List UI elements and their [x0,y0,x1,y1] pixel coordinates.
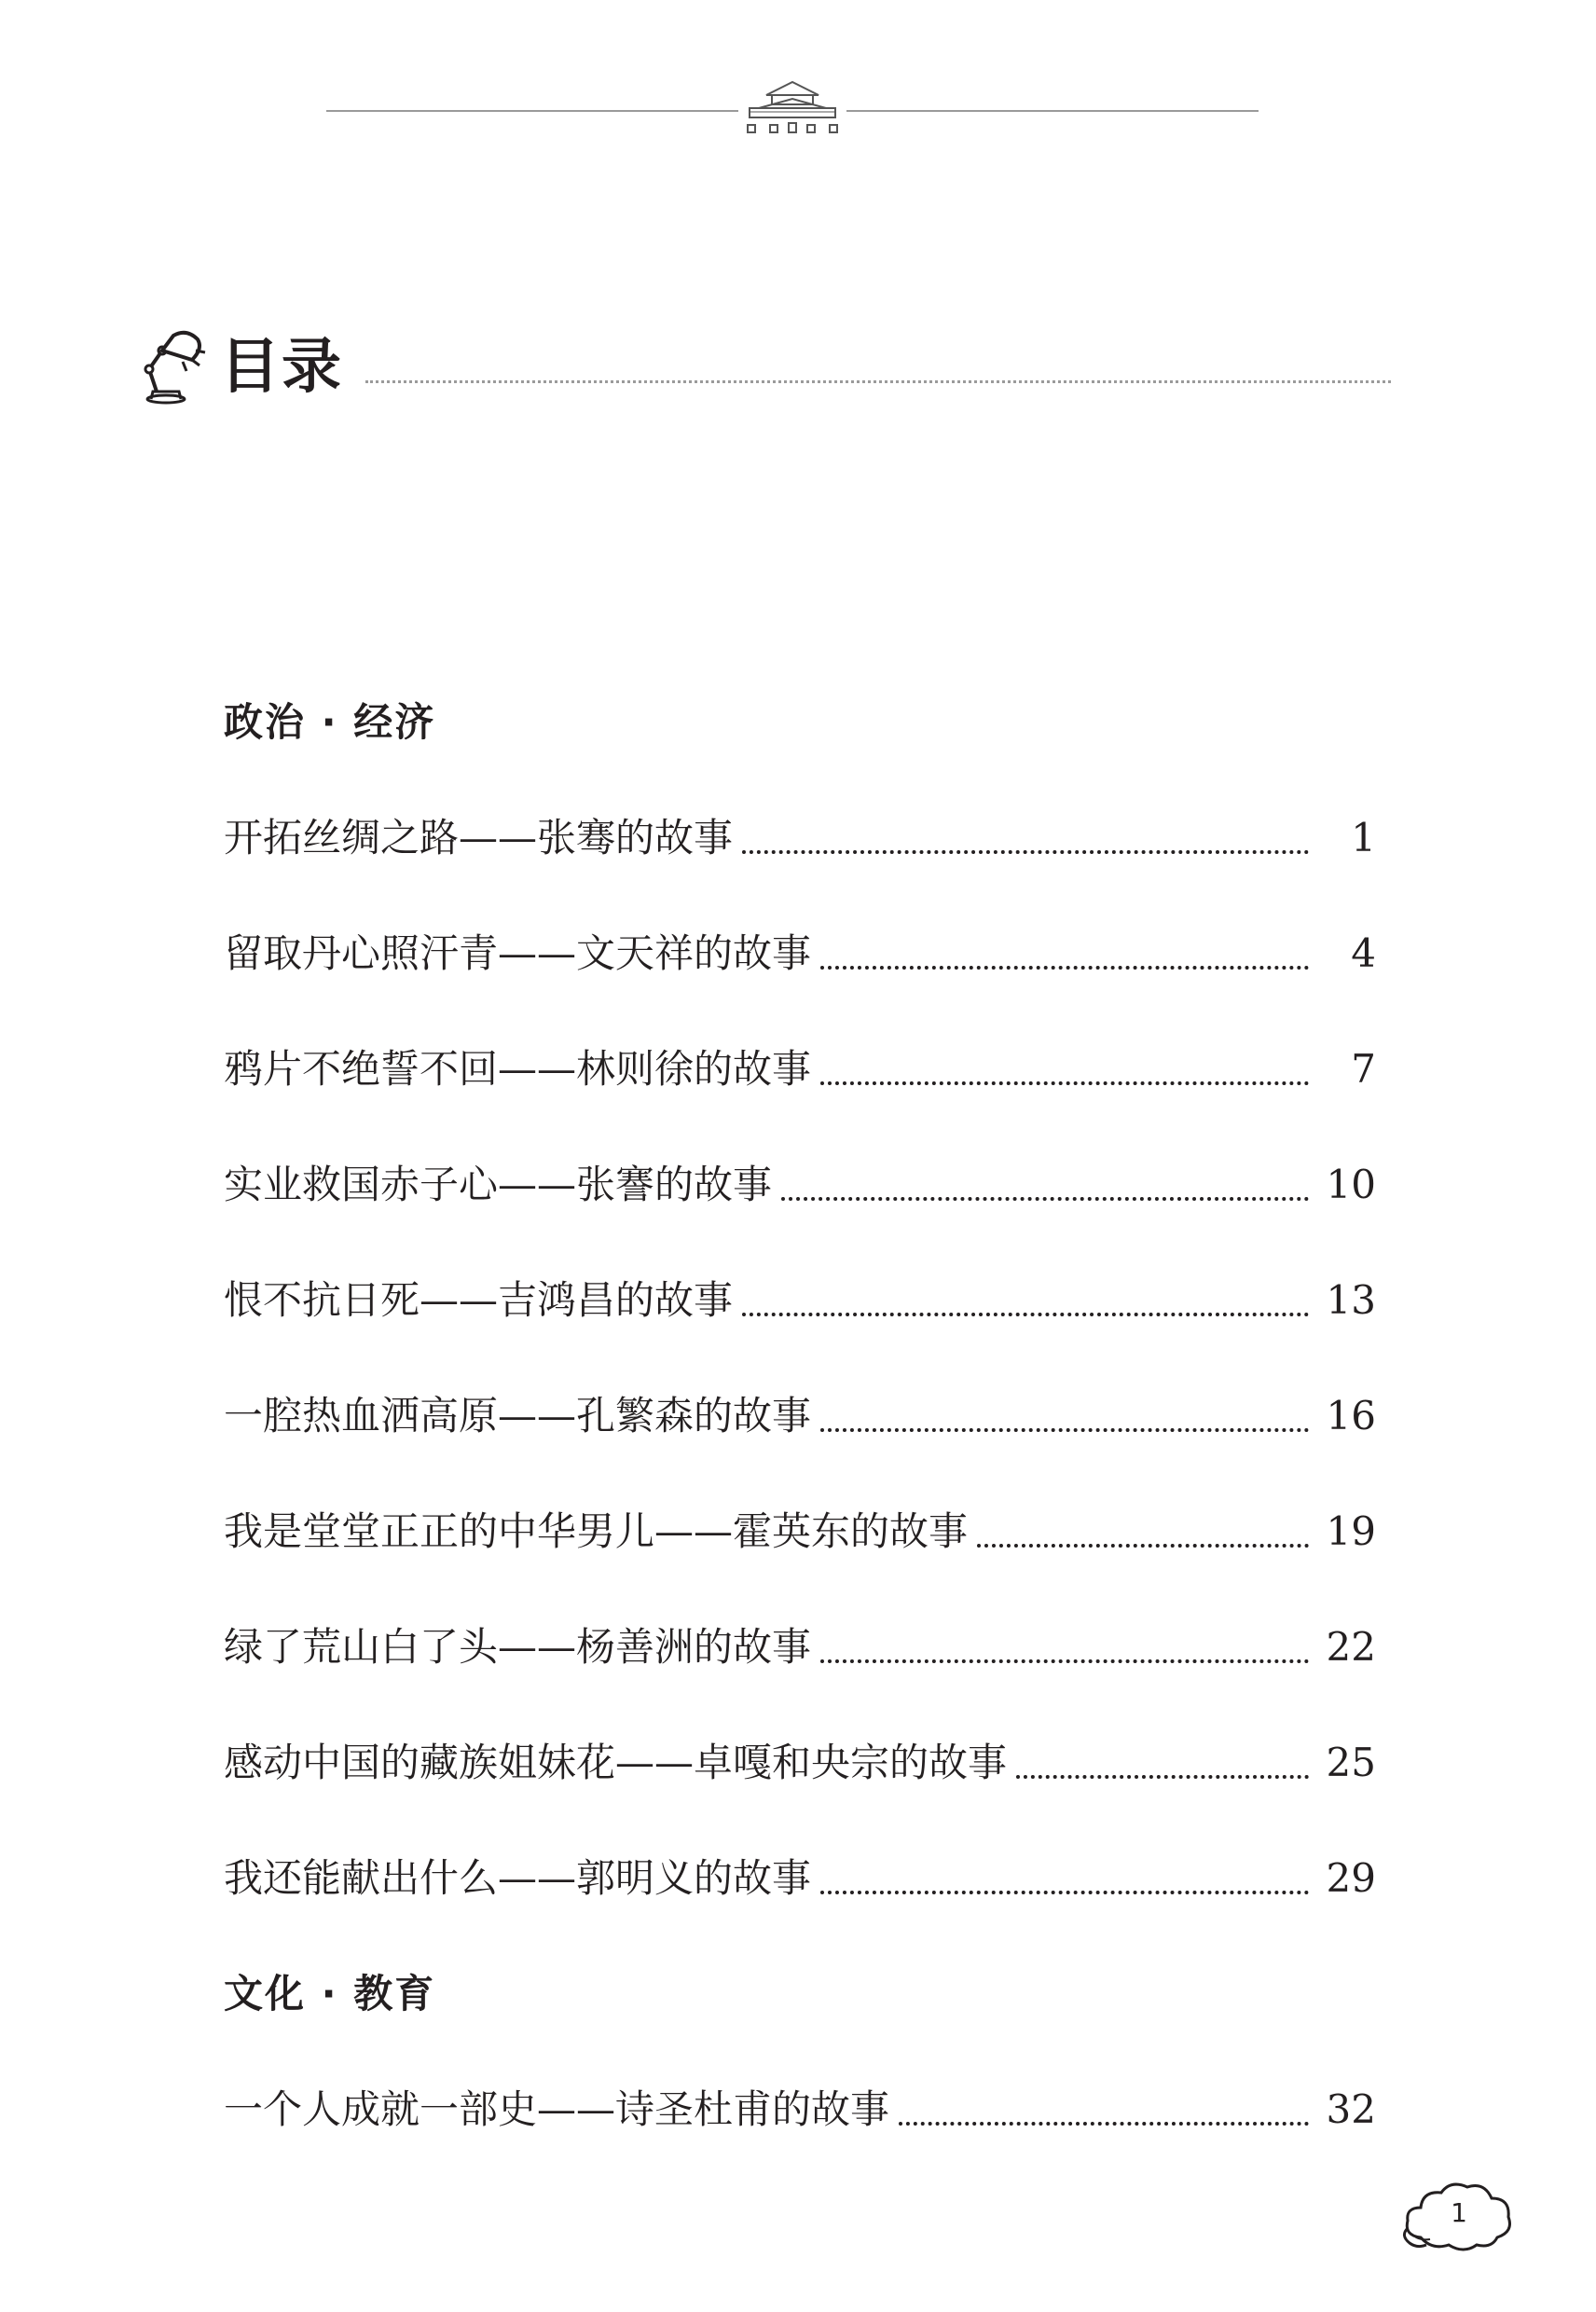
dot-leader [742,1264,1309,1316]
toc-entry[interactable] [224,2073,1376,2189]
entry-title: 我还能献出什么——郭明义的故事 [224,1855,812,1901]
dot-leader [977,1495,1309,1548]
section-title-culture-education: 文化 · 教育 [224,1971,436,2016]
toc-entry[interactable] [224,1611,1376,1727]
entry-title: 实业救国赤子心——张謇的故事 [224,1162,773,1207]
dot-leader [899,2073,1309,2126]
page-title: 目录 [220,333,343,402]
desk-lamp-icon [142,328,213,405]
toc-entry[interactable] [224,1495,1376,1611]
toc-entry[interactable] [224,1380,1376,1495]
dot-leader [820,1611,1309,1663]
toc-entry[interactable] [224,1033,1376,1149]
dot-leader [820,1033,1309,1085]
entry-title: 留取丹心照汗青——文天祥的故事 [224,930,812,976]
entry-page-number: 1 [1351,815,1376,860]
entry-title: 感动中国的藏族姐妹花——卓嘎和央宗的故事 [224,1740,1008,1785]
entry-title: 我是堂堂正正的中华男儿——霍英东的故事 [224,1508,969,1554]
entry-page-number: 4 [1351,930,1376,976]
entry-title: 恨不抗日死——吉鸿昌的故事 [224,1277,734,1323]
entry-page-number: 13 [1326,1277,1376,1323]
entry-page-number: 32 [1326,2086,1376,2132]
gate-tower-icon [738,73,846,140]
entry-page-number: 7 [1351,1046,1376,1092]
entry-title: 绿了荒山白了头——杨善洲的故事 [224,1624,812,1670]
section-title-politics-economy: 政治 · 经济 [224,699,436,745]
entry-page-number: 29 [1326,1855,1376,1901]
toc-entry[interactable] [224,1842,1376,1958]
dot-leader [781,1149,1309,1201]
toc-entry[interactable] [224,1149,1376,1264]
entry-page-number: 10 [1326,1162,1376,1207]
dot-leader [742,802,1309,854]
dot-leader [820,1842,1309,1894]
title-dotted-rule [365,380,1391,383]
entry-page-number: 16 [1326,1393,1376,1438]
entry-page-number: 22 [1326,1624,1376,1670]
toc-entry[interactable] [224,1264,1376,1380]
toc-entry[interactable] [224,1727,1376,1842]
page-number: 1 [1451,2197,1467,2228]
dot-leader [1016,1727,1309,1779]
entry-title: 鸦片不绝誓不回——林则徐的故事 [224,1046,812,1092]
dot-leader [820,1380,1309,1432]
dot-leader [820,917,1309,970]
entry-title: 一腔热血洒高原——孔繁森的故事 [224,1393,812,1438]
entry-page-number: 25 [1326,1740,1376,1785]
table-of-contents [224,686,1376,2189]
toc-entry[interactable] [224,917,1376,1033]
toc-entry[interactable] [224,802,1376,917]
entry-title: 开拓丝绸之路——张骞的故事 [224,815,734,860]
entry-page-number: 19 [1326,1508,1376,1554]
entry-title: 一个人成就一部史——诗圣杜甫的故事 [224,2086,890,2132]
toc-heading [142,328,1391,431]
